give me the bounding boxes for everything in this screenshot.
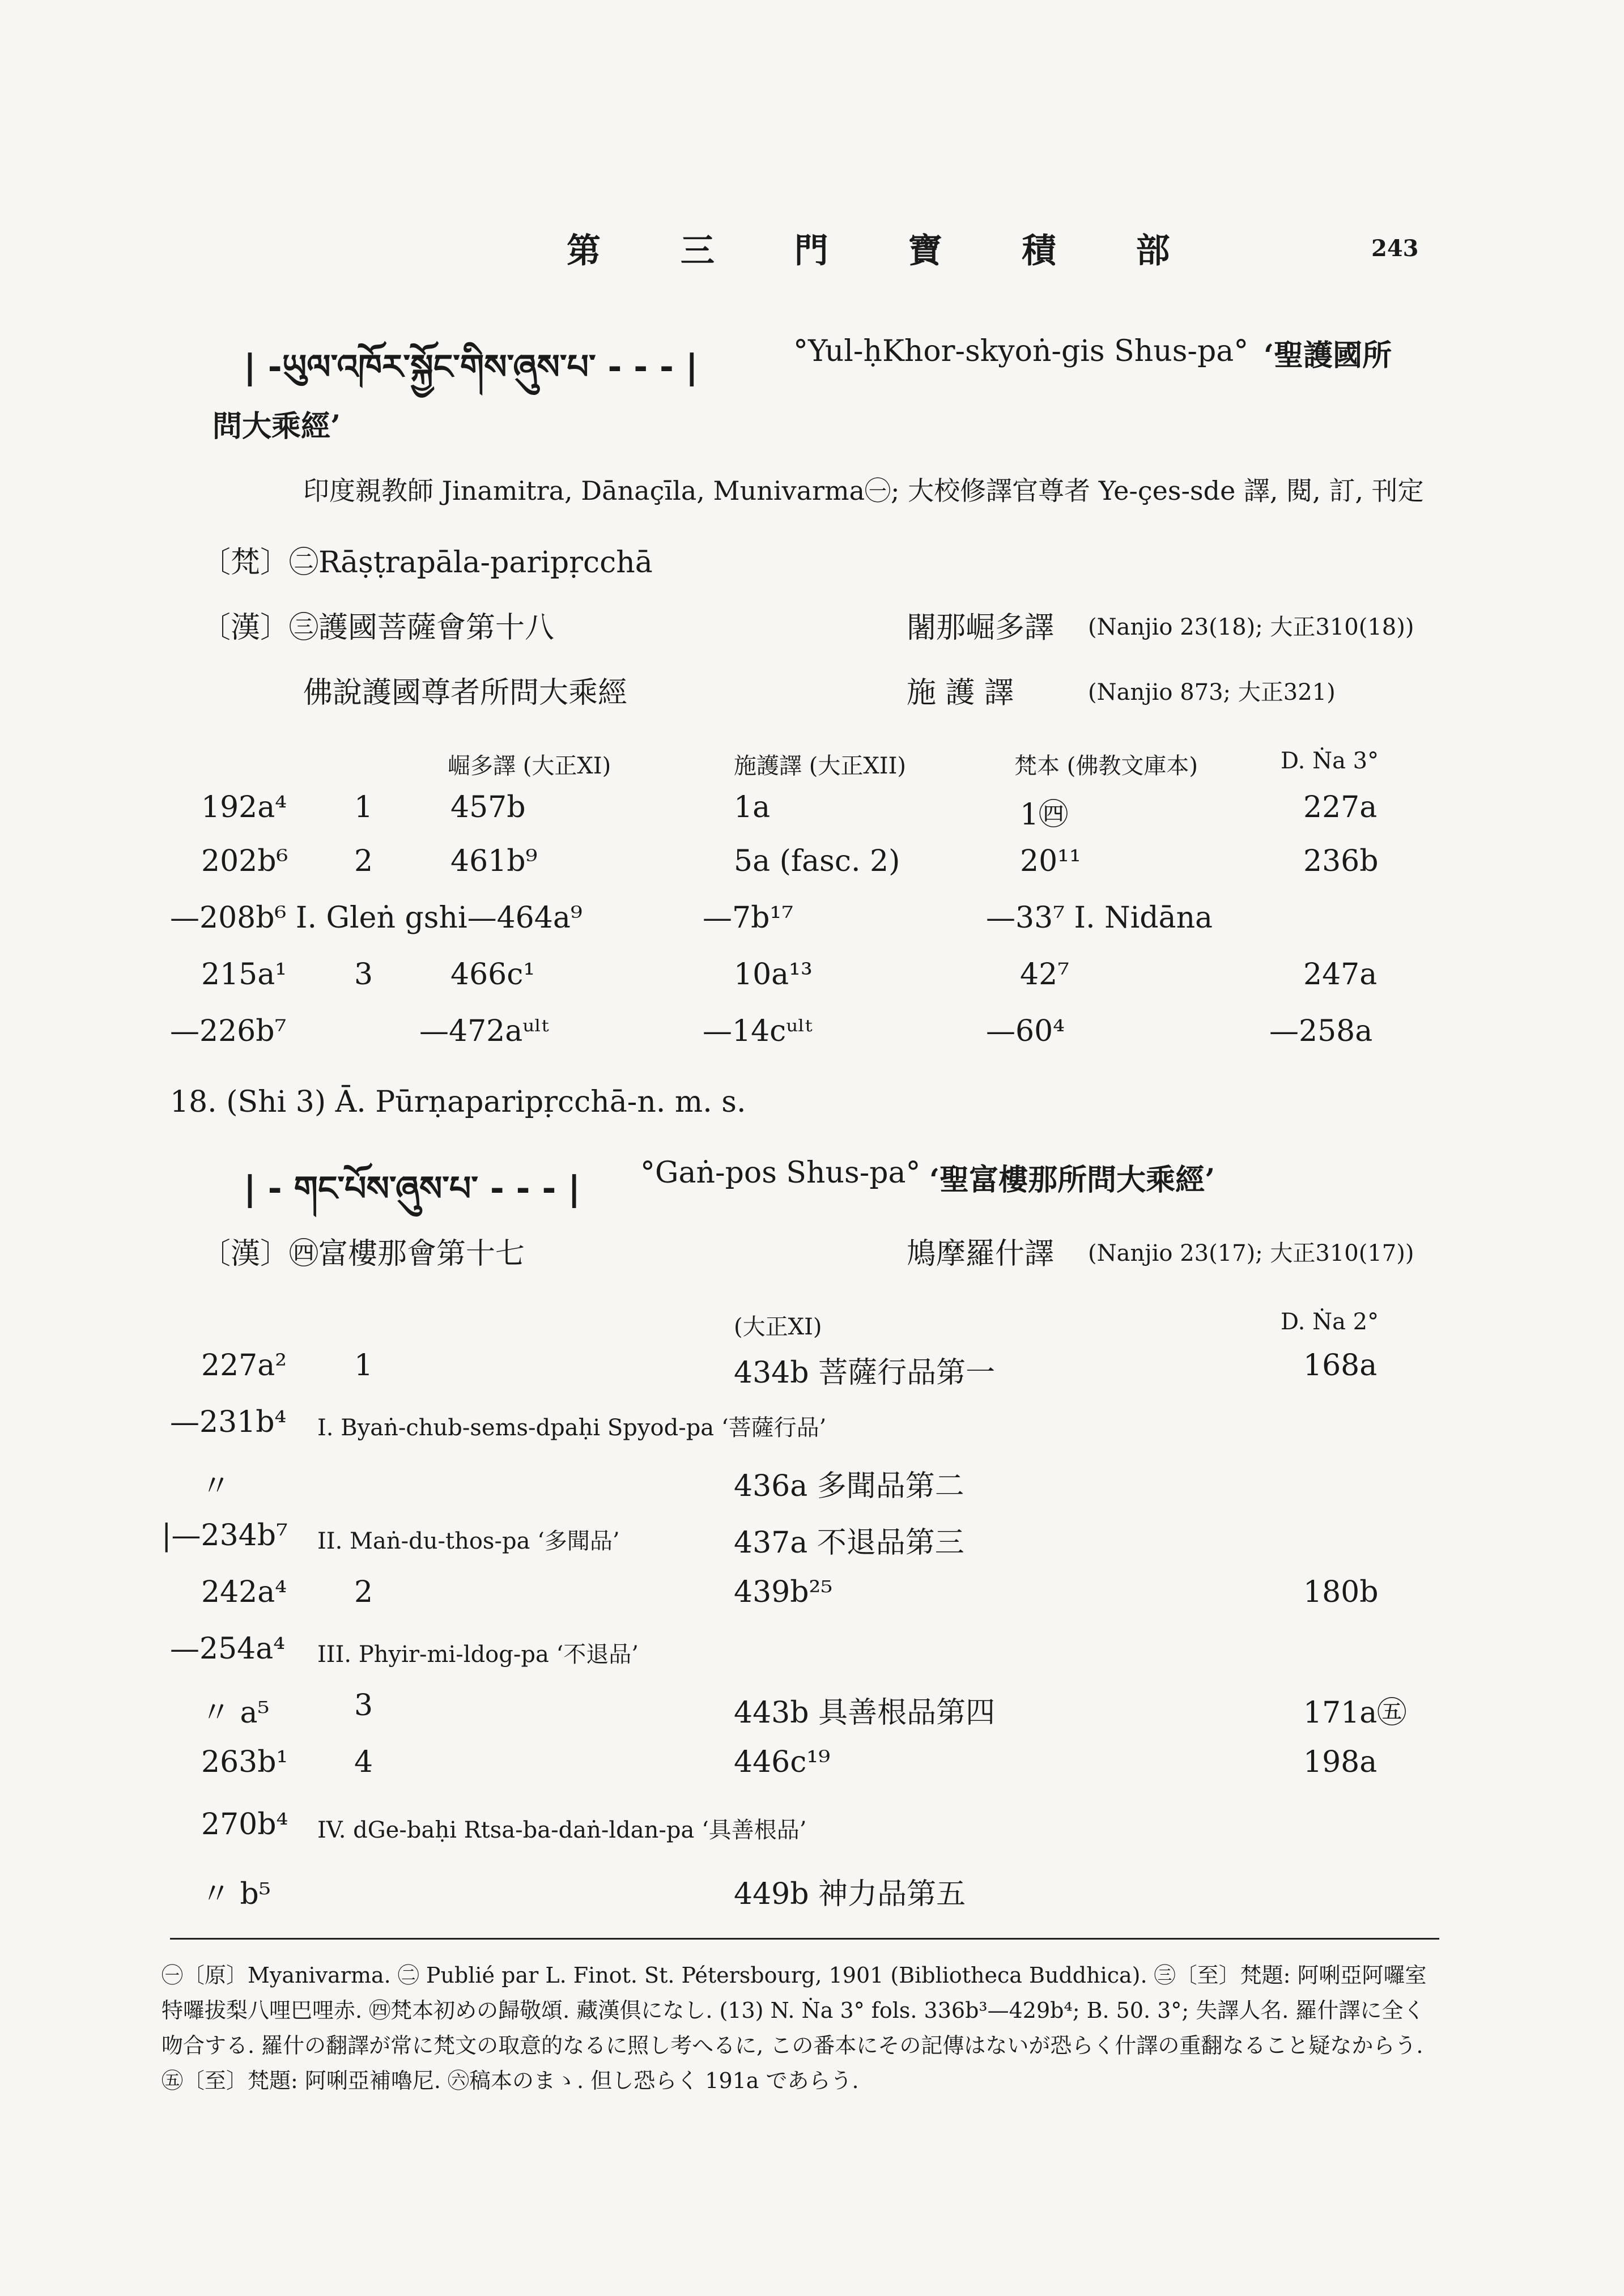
table-cell: 198a xyxy=(1303,1745,1378,1779)
sanskrit-label: 〔梵〕 xyxy=(201,546,290,580)
table-cell: 446c¹⁹ xyxy=(734,1745,831,1779)
table-cell: 2 xyxy=(354,1575,373,1609)
tibetan-title: | - གང་པོས་ཞུས་པ་ - - - | xyxy=(244,1169,581,1209)
table-cell: —208b⁶ I. Gleṅ gshi—464a⁹ xyxy=(170,901,583,935)
table-cell: I. Byaṅ-chub-sems-dpaḥi Spyod-pa ‘菩薩行品’ xyxy=(317,1415,827,1441)
table-cell: 215a¹ xyxy=(201,958,287,992)
table-cell: —33⁷ I. Nidāna xyxy=(986,901,1213,935)
page-number: 243 xyxy=(1371,235,1419,262)
table-cell: 180b xyxy=(1303,1575,1379,1609)
table-cell: 〃 a⁵ xyxy=(201,1696,270,1730)
table-cell: II. Maṅ-du-thos-pa ‘多聞品’ xyxy=(317,1528,620,1554)
section-heading: 18. (Shi 3) Ā. Pūrṇaparipṛcchā-n. m. s. xyxy=(170,1085,746,1119)
col-header: 梵本 (佛教文庫本) xyxy=(1014,753,1198,779)
table-cell: 42⁷ xyxy=(1020,958,1070,992)
table-cell: 168a xyxy=(1303,1349,1378,1383)
table-cell: 227a² xyxy=(201,1349,287,1383)
col-header: D. Ṅa 2° xyxy=(1281,1309,1379,1335)
chinese-ref-1: (Nanjio 23(18); 大正310(18)) xyxy=(1088,614,1414,640)
table-cell: —60⁴ xyxy=(986,1014,1065,1048)
table-cell: 270b⁴ xyxy=(201,1808,288,1842)
table-cell: 461b⁹ xyxy=(450,844,538,878)
sanskrit-title: ㊁Rāṣṭrapāla-paripṛcchā xyxy=(289,546,653,580)
table-cell: —254a⁴ xyxy=(170,1632,286,1666)
table-cell: 20¹¹ xyxy=(1020,844,1081,878)
table-cell: —226b⁷ xyxy=(170,1014,287,1048)
chinese-ref: (Nanjio 23(17); 大正310(17)) xyxy=(1088,1240,1414,1266)
chinese-version-2: 佛說護國尊者所問大乘經 xyxy=(303,676,628,710)
chinese-label: 〔漢〕 xyxy=(201,611,290,645)
table-cell: 443b 具善根品第四 xyxy=(734,1696,996,1730)
col-header: 崛多譯 (大正XI) xyxy=(448,753,611,779)
table-cell: 1 xyxy=(354,790,373,824)
table-cell: —472aᵘˡᵗ xyxy=(419,1014,549,1048)
tibetan-title: | -ཡུལ་འཁོར་སྐྱོང་གིས་ཞུས་པ་ - - - | xyxy=(244,347,698,387)
col-header: (大正XI) xyxy=(734,1314,822,1340)
chinese-translator-2: 施 護 譯 xyxy=(907,676,1014,710)
chinese-translator-1: 闍那崛多譯 xyxy=(907,611,1055,645)
table-cell: 5a (fasc. 2) xyxy=(734,844,900,878)
table-cell: —258a xyxy=(1269,1014,1373,1048)
table-cell: 457b xyxy=(450,790,526,824)
chinese-version-1: ㊂護國菩薩會第十八 xyxy=(289,611,555,645)
footnote-rule xyxy=(170,1938,1439,1940)
table-cell: —7b¹⁷ xyxy=(703,901,794,935)
table-cell: 436a 多聞品第二 xyxy=(734,1469,964,1503)
table-cell: 437a 不退品第三 xyxy=(734,1526,964,1560)
romanized-title: °Gaṅ-pos Shus-pa° xyxy=(640,1156,921,1190)
translator-line: 印度親教師 Jinamitra, Dānaçīla, Munivarma㊀; 大校修譯官尊者 Ye-çes-sde 譯, 閱, 訂, 刊定 xyxy=(303,475,1424,506)
table-cell: |—234b⁷ xyxy=(161,1519,288,1553)
table-cell: 247a xyxy=(1303,958,1378,992)
table-cell: 263b¹ xyxy=(201,1745,288,1779)
japanese-title-cont: 問大乘經’ xyxy=(212,409,341,444)
table-cell: III. Phyir-mi-ldog-pa ‘不退品’ xyxy=(317,1642,639,1668)
table-cell: 439b²⁵ xyxy=(734,1575,833,1609)
table-cell: 242a⁴ xyxy=(201,1575,287,1609)
table-cell: 236b xyxy=(1303,844,1379,878)
table-cell: —14cᵘˡᵗ xyxy=(703,1014,813,1048)
table-cell: 〃 b⁵ xyxy=(201,1877,271,1911)
table-cell: 〃 xyxy=(201,1469,231,1503)
japanese-title: ‘聖護國所 xyxy=(1264,338,1392,373)
table-cell: IV. dGe-baḥi Rtsa-ba-daṅ-ldan-pa ‘具善根品’ xyxy=(317,1817,807,1843)
table-cell: 171a㊄ xyxy=(1303,1696,1407,1730)
table-cell: 434b 菩薩行品第一 xyxy=(734,1356,996,1390)
japanese-title: ‘聖富樓那所問大乘經’ xyxy=(929,1163,1215,1197)
col-header: 施護譯 (大正XII) xyxy=(734,753,907,779)
table-cell: 449b 神力品第五 xyxy=(734,1877,966,1911)
table-cell: 2 xyxy=(354,844,373,878)
table-cell: 1 xyxy=(354,1349,373,1383)
table-cell: —231b⁴ xyxy=(170,1405,287,1439)
table-cell: 1㊃ xyxy=(1020,798,1069,832)
table-cell: 466c¹ xyxy=(450,958,535,992)
footnotes: ㊀〔原〕Myanivarma. ㊁ Publié par L. Finot. St. Pétersbourg, 1901 (Bibliotheca Buddhica). ㊂〔至〕梵題: 阿唎亞阿囉室特囉拔梨八哩巴哩赤. ㊃梵本初めの歸敬頌. 藏漢倶になし. (13) N. Ṅa 3° fols. 336b³—429b⁴; B. 50. 3°; 失譯人名. 羅什譯に全く吻合する. 羅什の翻譯が常に梵文の取意的なるに照し考へるに, この番本にその記傳はないが恐らく什譯の重翻なること疑なからう. ㊄〔至〕梵題: 阿唎亞補嚕尼. ㊅稿本のまゝ. 但し恐らく 191a であらう. xyxy=(161,1963,1427,2093)
table-cell: 4 xyxy=(354,1745,373,1779)
table-cell: 227a xyxy=(1303,790,1378,824)
page-header-title: 第 三 門 寶 積 部 xyxy=(567,231,1204,271)
chinese-version: ㊃富樓那會第十七 xyxy=(289,1237,525,1271)
chinese-translator: 鳩摩羅什譯 xyxy=(907,1237,1055,1271)
table-cell: 202b⁶ xyxy=(201,844,288,878)
table-cell: 3 xyxy=(354,1689,373,1723)
chinese-label: 〔漢〕 xyxy=(201,1237,290,1271)
col-header: D. Ṅa 3° xyxy=(1281,748,1379,774)
table-cell: 10a¹³ xyxy=(734,958,813,992)
romanized-title: °Yul-ḥKhor-skyoṅ-gis Shus-pa° xyxy=(793,334,1249,368)
table-cell: 1a xyxy=(734,790,771,824)
table-cell: 192a⁴ xyxy=(201,790,287,824)
table-cell: 3 xyxy=(354,958,373,992)
chinese-ref-2: (Nanjio 873; 大正321) xyxy=(1088,679,1336,705)
